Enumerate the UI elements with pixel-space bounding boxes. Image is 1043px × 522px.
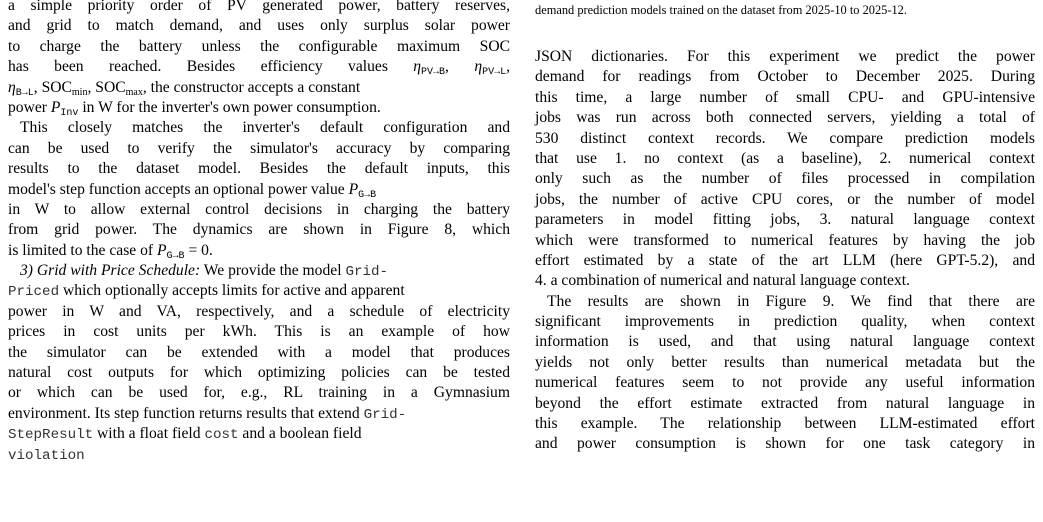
text-line: numerical features seem to not provide any useful information bbox=[535, 374, 1035, 392]
text-line: can be used to verify the simulator's accuracy by comparing bbox=[8, 139, 510, 157]
figure-caption: demand prediction models trained on the dataset from 2025-10 to 2025-12. bbox=[535, 3, 907, 17]
text-fragment: We provide the model bbox=[203, 262, 342, 280]
text-line bbox=[8, 281, 510, 301]
text-line: results to the dataset model. Besides the default inputs, this bbox=[8, 160, 510, 178]
p-inv-symbol: $P_{Inv}$ bbox=[50, 98, 79, 119]
code-step-result: StepResult bbox=[8, 427, 94, 444]
text-fragment: and a boolean field bbox=[242, 425, 362, 443]
p-g-b-symbol: $P_{G\to B}$ bbox=[156, 241, 185, 262]
text-fragment: has been reached. Besides efficiency values bbox=[8, 58, 388, 76]
text-line: parameters in model fitting jobs, 3. natural language context bbox=[535, 211, 1035, 229]
text-line: significant improvements in prediction quality, when context bbox=[535, 313, 1035, 331]
text-line: only such as the number of files processed in compilation bbox=[535, 170, 1035, 188]
code-cost: cost bbox=[204, 427, 239, 444]
text-line: prices in cost units per kWh. This is an example of how bbox=[8, 323, 510, 341]
text-line: the simulator can be extended with a model that produces bbox=[8, 343, 510, 361]
text-line: and power consumption is shown for one task category in bbox=[535, 435, 1035, 453]
text-line: natural cost outputs for which optimizing policies can be tested bbox=[8, 364, 510, 382]
p-g-b-symbol: $P_{G\to B}$ bbox=[348, 180, 377, 201]
spacer bbox=[535, 18, 1035, 47]
text-fragment: = 0. bbox=[188, 241, 213, 259]
text-line: this time, a large number of small CPU- and GPU-intensive bbox=[535, 88, 1035, 106]
text-line: to charge the battery unless the configurable maximum SOC bbox=[8, 37, 510, 55]
text-line: This closely matches the inverter's default configuration and bbox=[20, 119, 510, 137]
text-fragment: is limited to the case of bbox=[8, 241, 154, 259]
text-line: and grid to match demand, and uses only surplus solar power bbox=[8, 17, 510, 35]
code-grid-step-result: Grid- bbox=[363, 406, 407, 423]
text-line: The results are shown in Figure 9. We find that there are bbox=[547, 292, 1035, 310]
text-line: 4. a combination of numerical and natural language context. bbox=[535, 272, 910, 290]
text-fragment: environment. Its step function returns results that extend bbox=[8, 404, 360, 422]
text-line bbox=[8, 424, 510, 444]
text-line: jobs was run across both connected servers, yielding a total of bbox=[535, 109, 1035, 127]
text-line bbox=[8, 180, 510, 200]
text-fragment: model's step function accepts an optional power value bbox=[8, 180, 345, 198]
text-line: beyond the effort estimate extracted from natural language in bbox=[535, 394, 1035, 412]
soc-min-symbol: SOCmin bbox=[41, 78, 88, 98]
text-fragment: , the constructor accepts a constant bbox=[142, 78, 361, 96]
text-line: from grid power. The dynamics are shown in Figure 8, which bbox=[8, 221, 510, 239]
code-grid-priced: Priced bbox=[8, 284, 60, 301]
soc-max-symbol: SOCmax bbox=[95, 78, 143, 98]
eta-b-l-symbol: $\eta_{B\to L}$ bbox=[8, 78, 34, 99]
text-line: 530 distinct context records. We compare prediction models bbox=[535, 129, 1035, 147]
text-line bbox=[8, 261, 510, 281]
text-fragment: with a float field bbox=[97, 425, 201, 443]
text-line: effort estimated by a state of the art LLM (here GPT-5.2), and bbox=[535, 251, 1035, 269]
clipped-line bbox=[8, 445, 510, 464]
text-line: that use 1. no context (as a baseline), 2. numerical context bbox=[535, 149, 1035, 167]
text-fragment: in W for the inverter's own power consumption. bbox=[82, 98, 381, 116]
text-line: a simple priority order of PV generated power, battery reserves, bbox=[8, 0, 510, 14]
text-line: this example. The relationship between LLM-estimated effort bbox=[535, 415, 1035, 433]
text-line: in W to allow external control decisions in charging the battery bbox=[8, 200, 510, 218]
text-line bbox=[8, 404, 510, 424]
text-line: has been reached. Besides efficiency values $\eta_{PV\to B}$, $\eta_{PV\to L}$, bbox=[8, 58, 510, 79]
text-fragment: which optionally accepts limits for active and apparent bbox=[63, 282, 405, 300]
section-heading: 3) Grid with Price Schedule: bbox=[20, 262, 201, 280]
text-line: power in W and VA, respectively, and a schedule of electricity bbox=[8, 302, 510, 320]
text-line: jobs, the number of active CPU cores, or the number of model bbox=[535, 190, 1035, 208]
text-line bbox=[8, 241, 510, 261]
text-line: yields not only better results than numerical metadata but the bbox=[535, 353, 1035, 371]
text-line: JSON dictionaries. For this experiment we predict the power bbox=[535, 48, 1035, 65]
text-line: or which can be used for, e.g., RL training in a Gymnasium bbox=[8, 384, 510, 402]
eta-pv-l-symbol: $\eta_{PV\to L}$ bbox=[474, 58, 507, 79]
eta-pv-b-symbol: $\eta_{PV\to B}$ bbox=[413, 58, 446, 79]
text-line: $\eta_{B\to L}$, SOCmin, SOCmax, the constructor accepts a constant bbox=[8, 78, 361, 99]
left-column bbox=[8, 0, 510, 464]
text-line bbox=[8, 98, 510, 118]
code-violation: violation bbox=[8, 447, 85, 464]
code-grid-priced: Grid- bbox=[345, 264, 389, 281]
text-line: demand for readings from October to December 2025. During bbox=[535, 68, 1035, 86]
text-line: information is used, and that using natural language context bbox=[535, 333, 1035, 351]
right-column bbox=[535, 0, 1035, 455]
text-fragment: power bbox=[8, 98, 47, 116]
text-line: which were transformed to numerical features by having the job bbox=[535, 231, 1035, 249]
